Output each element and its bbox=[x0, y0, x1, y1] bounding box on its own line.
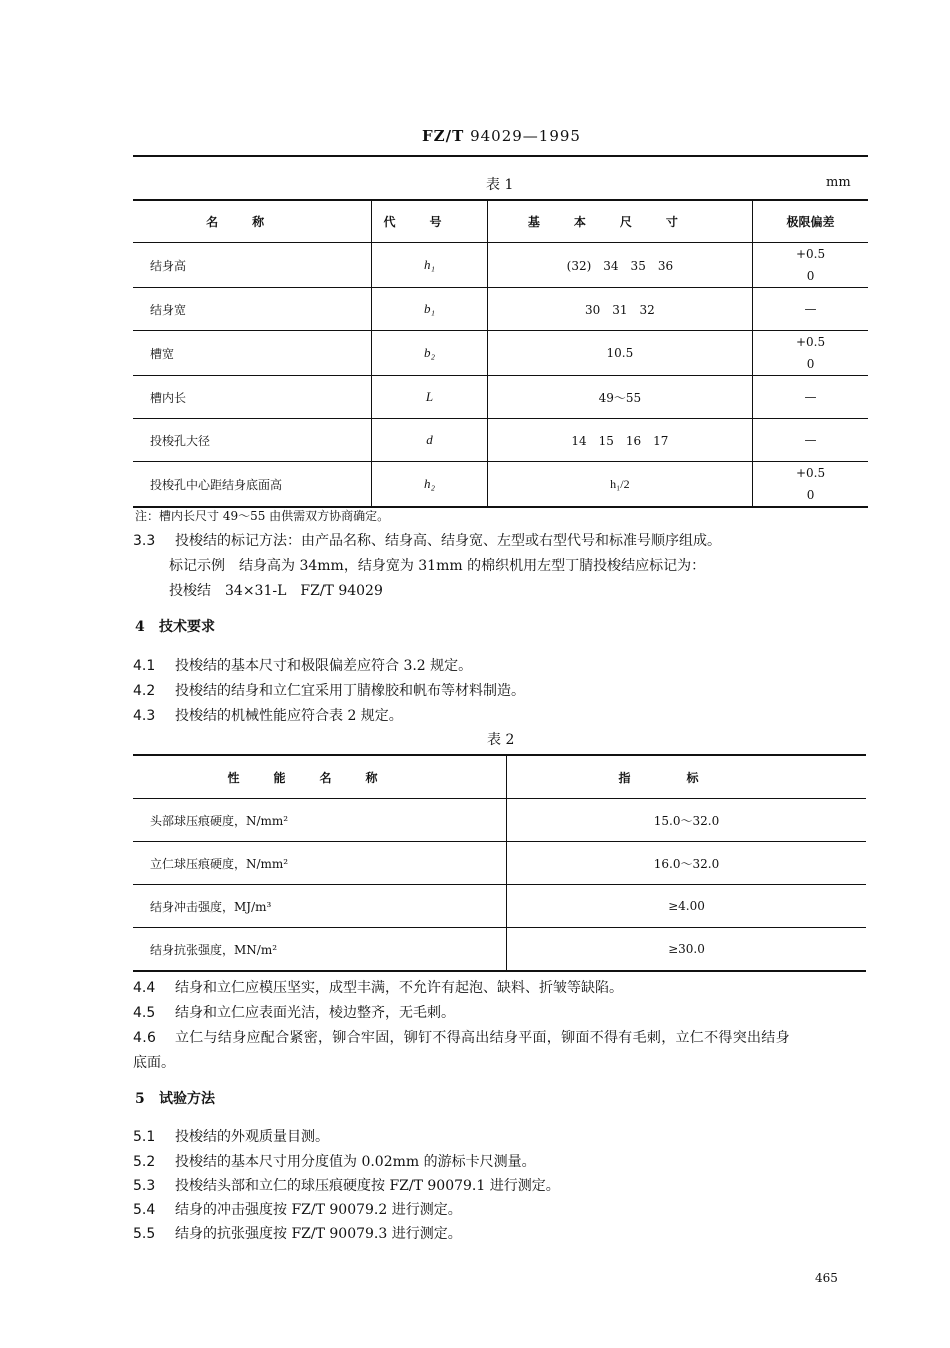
clause-4-5 bbox=[133, 1002, 455, 1022]
clause-text: 投梭结头部和立仁的球压痕硬度按 FZ/T 90079.1 进行测定。 bbox=[175, 1178, 560, 1194]
row-dev: — bbox=[753, 376, 868, 419]
section-4-heading bbox=[135, 616, 215, 636]
clause-number: 3.3 bbox=[133, 533, 156, 549]
table2-header-row bbox=[133, 755, 866, 799]
standard-prefix: FZ/T bbox=[422, 127, 465, 145]
table-row bbox=[133, 799, 866, 842]
clause-number: 5.3 bbox=[133, 1178, 156, 1194]
clause-number: 5.1 bbox=[133, 1129, 156, 1145]
row-name: 投梭孔大径 bbox=[133, 419, 372, 462]
row-dev-upper: +0.5 bbox=[795, 335, 826, 349]
row-basic: (32) 34 35 36 bbox=[487, 243, 752, 288]
clause-4-1 bbox=[133, 655, 472, 675]
clause-text: 立仁与结身应配合紧密，铆合牢固，铆钉不得高出结身平面，铆面不得有毛刺，立仁不得突出结身 bbox=[175, 1030, 790, 1046]
clause-text: 投梭结的外观质量目测。 bbox=[175, 1129, 329, 1145]
header-rule bbox=[133, 155, 868, 157]
row-name: 投梭孔中心距结身底面高 bbox=[150, 477, 283, 492]
section-title: 技术要求 bbox=[159, 619, 215, 635]
clause-text: 投梭结的结身和立仁宜采用丁腈橡胶和帆布等材料制造。 bbox=[175, 683, 525, 699]
table-row bbox=[133, 288, 868, 331]
row-name: 结身高 bbox=[133, 243, 372, 288]
row-name: 槽宽 bbox=[133, 331, 372, 376]
row-property: 头部球压痕硬度，N/mm² bbox=[133, 799, 507, 842]
section-number: 4 bbox=[135, 619, 145, 635]
row-dev: — bbox=[753, 288, 868, 331]
standard-number: 94029—1995 bbox=[470, 127, 581, 145]
row-dev-lower: 0 bbox=[806, 269, 815, 283]
row-code: b₂ bbox=[372, 331, 488, 376]
row-basic: h₁/2 bbox=[487, 462, 752, 508]
table1-header-row bbox=[133, 200, 868, 243]
row-value: ≥30.0 bbox=[507, 928, 867, 972]
clause-text: 投梭结的基本尺寸和极限偏差应符合 3.2 规定。 bbox=[175, 658, 473, 674]
header-deviation: 极限偏差 bbox=[753, 200, 868, 243]
row-code: h₁ bbox=[372, 243, 488, 288]
row-basic: 14 15 16 17 bbox=[487, 419, 752, 462]
clause-5-2 bbox=[133, 1151, 536, 1171]
row-value: ≥4.00 bbox=[507, 885, 867, 928]
header-index: 指标 bbox=[618, 770, 755, 785]
header-name: 名称 bbox=[206, 215, 299, 229]
table-row bbox=[133, 928, 866, 972]
marking-sample: 投梭结 34×31-L FZ/T 94029 bbox=[169, 583, 383, 599]
clause-text: 结身的冲击强度按 FZ/T 90079.2 进行测定。 bbox=[175, 1202, 462, 1218]
row-dev-lower: 0 bbox=[806, 488, 815, 502]
row-property: 立仁球压痕硬度，N/mm² bbox=[133, 842, 507, 885]
row-basic: 49～55 bbox=[487, 376, 752, 419]
table2-caption: 表 2 bbox=[487, 732, 515, 748]
table1-unit: mm bbox=[826, 175, 851, 190]
clause-text: 投梭结的标记方法：由产品名称、结身高、结身宽、左型或右型代号和标准号顺序组成。 bbox=[175, 533, 721, 549]
clause-4-6 bbox=[133, 1027, 790, 1047]
clause-4-4 bbox=[133, 977, 623, 997]
clause-3-3 bbox=[133, 530, 721, 550]
row-code: h₂ bbox=[372, 462, 488, 508]
clause-number: 4.1 bbox=[133, 658, 156, 674]
row-code: b₁ bbox=[372, 288, 488, 331]
clause-5-4 bbox=[133, 1199, 462, 1219]
row-dev-upper: +0.5 bbox=[795, 247, 826, 261]
clause-number: 4.4 bbox=[133, 980, 156, 996]
clause-number: 4.3 bbox=[133, 708, 156, 724]
clause-number: 4.2 bbox=[133, 683, 156, 699]
clause-text: 投梭结的基本尺寸用分度值为 0.02mm 的游标卡尺测量。 bbox=[175, 1154, 536, 1170]
table1-caption: 表 1 bbox=[486, 177, 514, 193]
table-row bbox=[133, 419, 868, 462]
header-property: 性能名称 bbox=[227, 770, 412, 785]
clause-text: 结身的抗张强度按 FZ/T 90079.3 进行测定。 bbox=[175, 1226, 462, 1242]
clause-4-3 bbox=[133, 705, 403, 725]
row-dev: — bbox=[753, 419, 868, 462]
section-5-heading bbox=[135, 1088, 215, 1108]
clause-number: 5.4 bbox=[133, 1202, 156, 1218]
marking-example: 标记示例 结身高为 34mm，结身宽为 31mm 的棉织机用左型丁腈投梭结应标记为： bbox=[169, 558, 706, 574]
table-row bbox=[133, 243, 868, 288]
clause-number: 4.5 bbox=[133, 1005, 156, 1021]
document-header bbox=[0, 127, 950, 145]
dimension-table bbox=[133, 199, 868, 508]
clause-number: 5.5 bbox=[133, 1226, 156, 1242]
performance-table bbox=[133, 754, 866, 972]
row-name: 结身宽 bbox=[133, 288, 372, 331]
row-value: 15.0～32.0 bbox=[507, 799, 867, 842]
table1-note: 注：槽内长尺寸 49～55 由供需双方协商确定。 bbox=[135, 509, 390, 523]
table-row bbox=[133, 462, 868, 508]
clause-5-5 bbox=[133, 1223, 462, 1243]
row-code: d bbox=[372, 419, 488, 462]
clause-4-6-continued: 底面。 bbox=[133, 1055, 175, 1071]
header-code: 代号 bbox=[383, 215, 476, 229]
row-basic: 30 31 32 bbox=[487, 288, 752, 331]
section-number: 5 bbox=[135, 1091, 145, 1107]
row-dev-lower: 0 bbox=[806, 357, 815, 371]
row-property: 结身抗张强度，MN/m² bbox=[150, 942, 278, 957]
table-row bbox=[133, 842, 866, 885]
clause-4-2 bbox=[133, 680, 525, 700]
row-code: L bbox=[372, 376, 488, 419]
table-row bbox=[133, 885, 866, 928]
table-row bbox=[133, 331, 868, 376]
clause-number: 4.6 bbox=[133, 1030, 157, 1046]
header-basic-size: 基本尺寸 bbox=[527, 215, 712, 229]
table-row bbox=[133, 376, 868, 419]
clause-text: 结身和立仁应表面光洁，棱边整齐，无毛刺。 bbox=[175, 1005, 455, 1021]
clause-5-3 bbox=[133, 1175, 560, 1195]
page-number: 465 bbox=[815, 1271, 838, 1285]
row-value: 16.0～32.0 bbox=[507, 842, 867, 885]
row-property: 结身冲击强度，MJ/m³ bbox=[133, 885, 507, 928]
row-name: 槽内长 bbox=[133, 376, 372, 419]
clause-text: 结身和立仁应模压坚实，成型丰满，不允许有起泡、缺料、折皱等缺陷。 bbox=[175, 980, 623, 996]
row-basic: 10.5 bbox=[487, 331, 752, 376]
clause-5-1 bbox=[133, 1126, 329, 1146]
row-dev-upper: +0.5 bbox=[795, 466, 826, 480]
clause-number: 5.2 bbox=[133, 1154, 156, 1170]
clause-text: 投梭结的机械性能应符合表 2 规定。 bbox=[175, 708, 403, 724]
section-title: 试验方法 bbox=[159, 1091, 215, 1107]
